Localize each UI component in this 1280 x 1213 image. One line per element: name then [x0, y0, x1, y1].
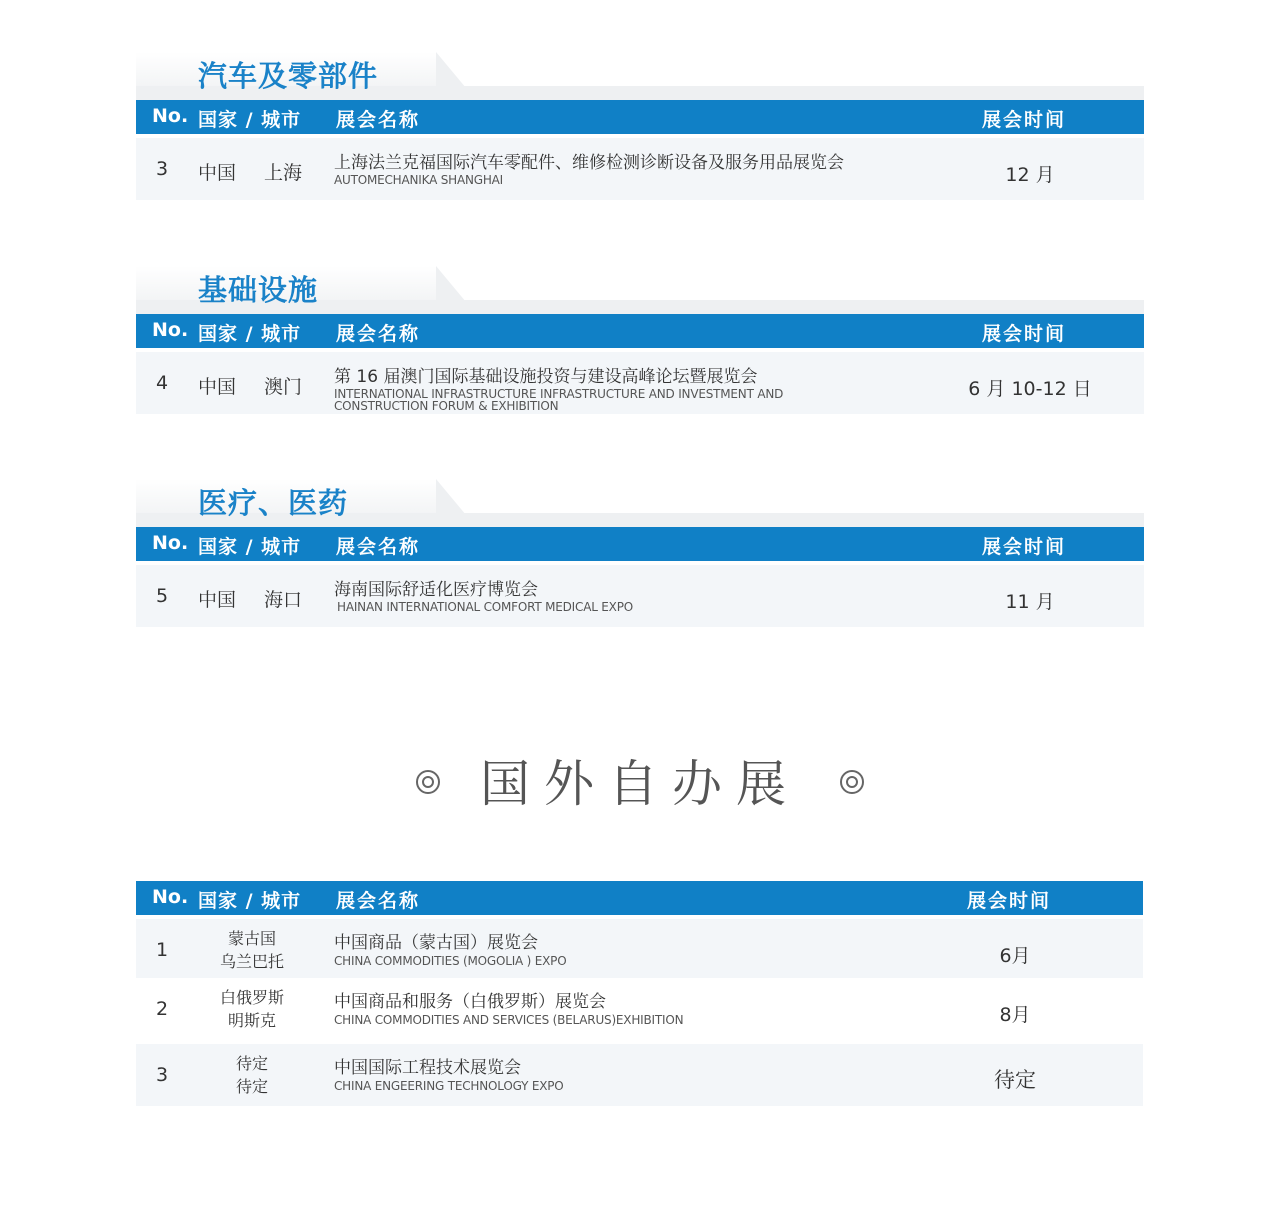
row-country: 中国 [198, 376, 237, 398]
row-name-cn: 海南国际舒适化医疗博览会 [334, 580, 538, 600]
table-header [136, 100, 1144, 134]
row-country: 待定 [235, 1054, 268, 1073]
overseas-heading-text: 国外自办展 [480, 755, 800, 813]
row-name-en: AUTOMECHANIKA SHANGHAI [334, 173, 504, 187]
header-no: No. [152, 886, 189, 908]
row-city: 上海 [264, 162, 303, 184]
row-name-en-line2: CONSTRUCTION FORUM & EXHIBITION [334, 399, 559, 413]
row-name-en: CHINA ENGEERING TECHNOLOGY EXPO [334, 1079, 564, 1093]
row-no: 3 [156, 1064, 169, 1086]
table-row [136, 1040, 1143, 1106]
header-time: 展会时间 [982, 536, 1067, 558]
row-place [206, 986, 298, 1032]
row-city: 澳门 [264, 376, 303, 398]
row-city: 海口 [264, 589, 303, 611]
row-place [206, 927, 298, 973]
row-no: 4 [156, 372, 169, 394]
row-country: 白俄罗斯 [219, 988, 284, 1007]
row-time: 8月 [999, 1004, 1031, 1026]
row-no: 1 [156, 939, 169, 961]
double-circle-icon [840, 770, 864, 794]
row-place [206, 1052, 298, 1098]
row-name-cn: 中国商品（蒙古国）展览会 [334, 933, 538, 953]
header-time: 展会时间 [982, 109, 1067, 131]
row-name-en: INTERNATIONAL INFRASTRUCTURE INFRASTRUCTURE AND INVESTMENT AND [334, 387, 784, 401]
overseas-table [136, 881, 1143, 1111]
table-row [136, 915, 1143, 981]
header-no: No. [152, 105, 189, 127]
row-time: 11 月 [1005, 591, 1055, 613]
row-time: 12 月 [1005, 164, 1055, 186]
header-name: 展会名称 [336, 323, 421, 345]
header-no: No. [152, 532, 189, 554]
header-country-city: 国家 / 城市 [198, 109, 302, 131]
row-name-cn: 中国商品和服务（白俄罗斯）展览会 [334, 992, 606, 1012]
header-country-city: 国家 / 城市 [198, 536, 302, 558]
section-title: 基础设施 [198, 273, 319, 307]
header-time: 展会时间 [967, 890, 1052, 912]
row-no: 3 [156, 158, 169, 180]
row-name-en: HAINAN INTERNATIONAL COMFORT MEDICAL EXPO [337, 600, 633, 614]
header-name: 展会名称 [336, 109, 421, 131]
row-no: 5 [156, 585, 169, 607]
table-header [136, 527, 1144, 561]
row-time: 待定 [994, 1068, 1036, 1092]
header-name: 展会名称 [336, 536, 421, 558]
row-name-cn: 上海法兰克福国际汽车零配件、维修检测诊断设备及服务用品展览会 [334, 153, 844, 173]
header-country-city: 国家 / 城市 [198, 323, 302, 345]
table-row [136, 561, 1144, 627]
section-medical [136, 479, 1144, 629]
table-row [136, 978, 1143, 1040]
row-name-cn: 中国国际工程技术展览会 [334, 1058, 521, 1078]
row-name-en: CHINA COMMODITIES (MOGOLIA ) EXPO [334, 954, 567, 968]
row-country: 中国 [198, 589, 237, 611]
section-title: 汽车及零部件 [198, 59, 379, 93]
row-city: 乌兰巴托 [219, 952, 284, 971]
row-name-en: CHINA COMMODITIES AND SERVICES (BELARUS)EXHIBITION [334, 1013, 684, 1027]
overseas-heading [0, 744, 1280, 816]
row-time: 6月 [999, 945, 1031, 967]
table-row [136, 134, 1144, 200]
table-row [136, 348, 1144, 414]
row-name-cn: 第 16 届澳门国际基础设施投资与建设高峰论坛暨展览会 [334, 367, 758, 387]
table-header [136, 881, 1143, 915]
header-time: 展会时间 [982, 323, 1067, 345]
double-circle-icon [416, 770, 440, 794]
row-city: 明斯克 [227, 1011, 276, 1030]
section-title: 医疗、医药 [198, 486, 349, 520]
section-auto-parts [136, 52, 1144, 202]
section-infrastructure [136, 266, 1144, 416]
header-name: 展会名称 [336, 890, 421, 912]
row-time: 6 月 10-12 日 [968, 378, 1092, 400]
header-no: No. [152, 319, 189, 341]
row-country: 蒙古国 [227, 929, 276, 948]
row-city: 待定 [235, 1077, 268, 1096]
table-header [136, 314, 1144, 348]
row-no: 2 [156, 998, 169, 1020]
row-country: 中国 [198, 162, 237, 184]
header-country-city: 国家 / 城市 [198, 890, 302, 912]
